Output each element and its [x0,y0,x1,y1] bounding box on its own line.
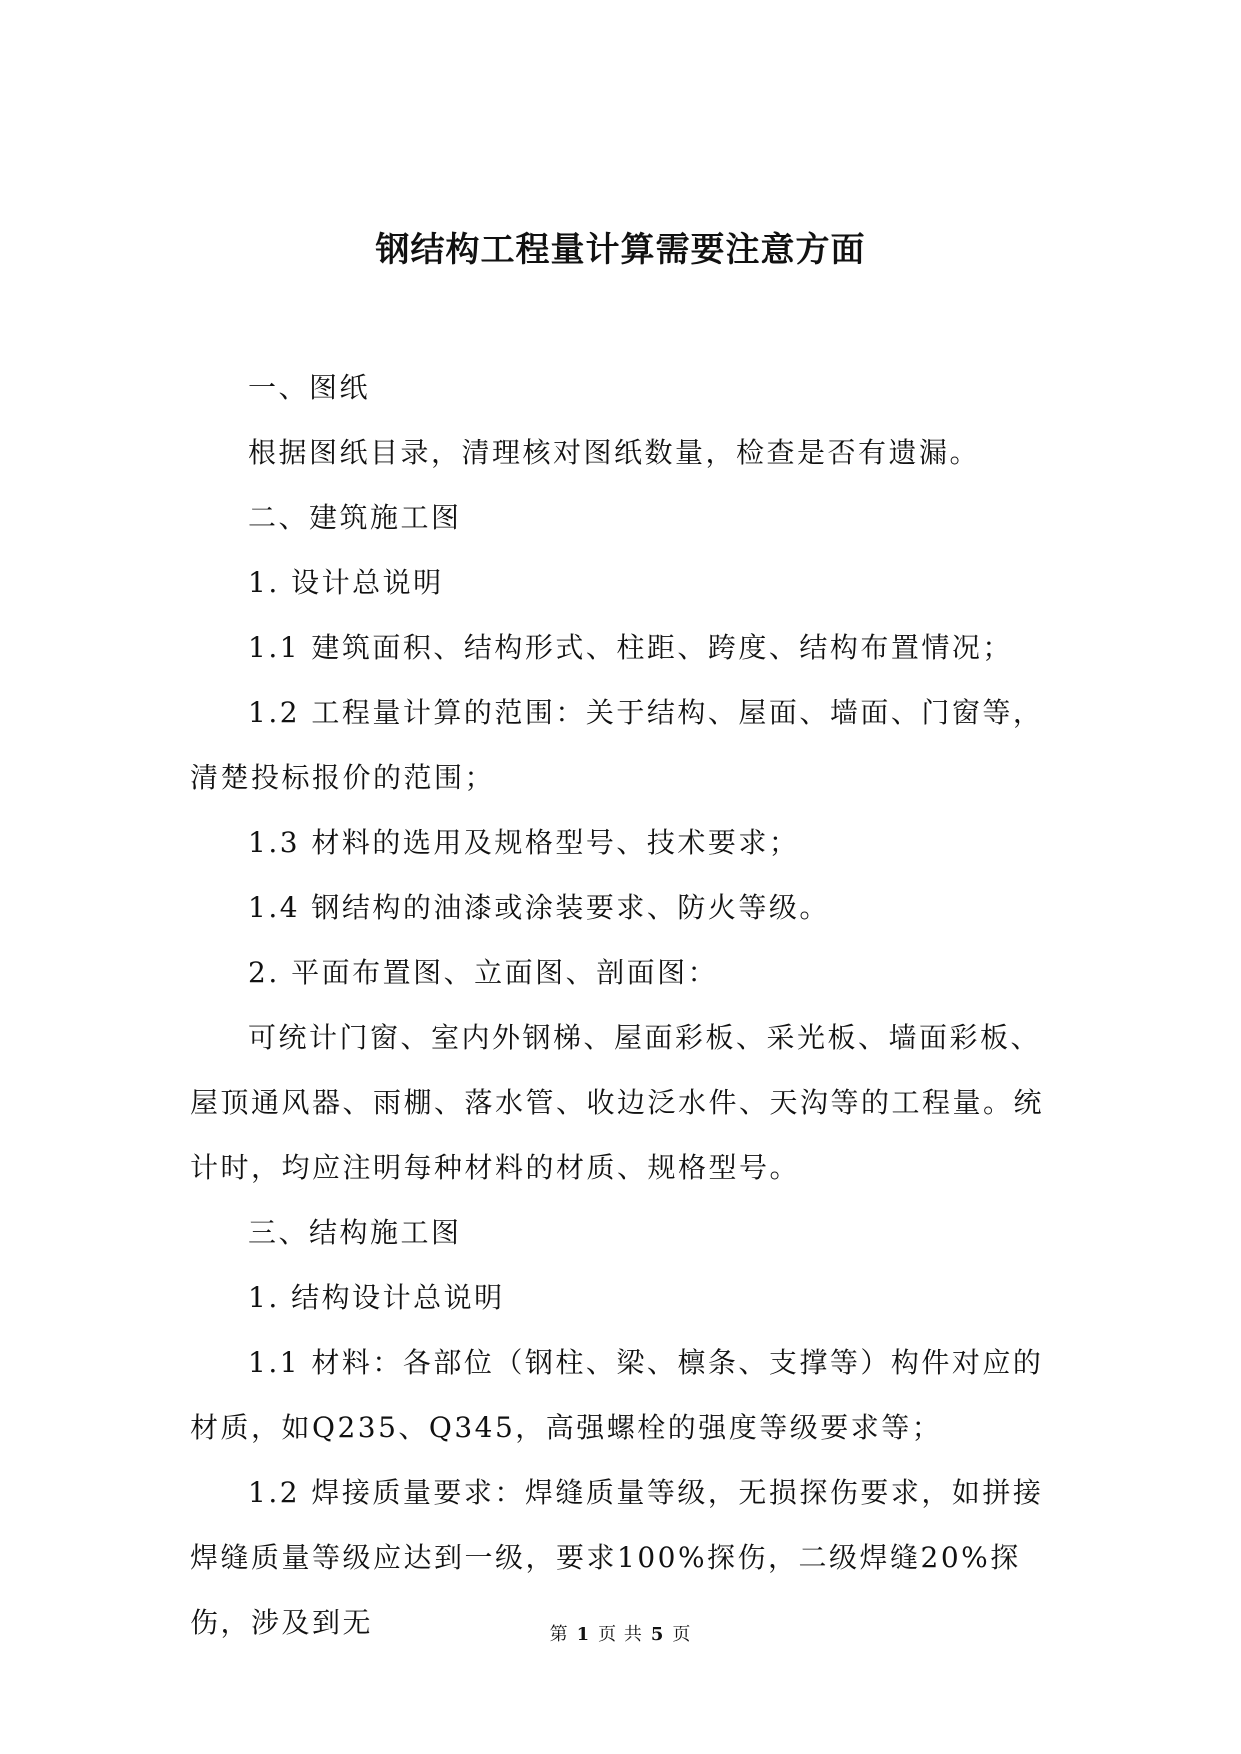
document-title: 钢结构工程量计算需要注意方面 [375,230,866,270]
page-footer [0,1620,1241,1646]
paragraph: 可统计门窗、室内外钢梯、屋面彩板、采光板、墙面彩板、屋顶通风器、雨棚、落水管、收边泛水件、天沟等的工程量。统计时，均应注明每种材料的材质、规格型号。 [190,1021,1045,1184]
footer-total-pages: 5 [650,1624,665,1645]
list-item: 1.1 建筑面积、结构形式、柱距、跨度、结构布置情况； [248,631,1013,664]
subheading: 2. 平面布置图、立面图、剖面图： [248,956,719,989]
list-item: 1.4 钢结构的油漆或涂装要求、防火等级。 [248,891,830,924]
list-item: 1.2 工程量计算的范围：关于结构、屋面、墙面、门窗等，清楚投标报价的范围； [190,696,1044,794]
paragraph: 根据图纸目录，清理核对图纸数量，检查是否有遗漏。 [248,436,981,469]
footer-middle: 页 共 [598,1624,643,1645]
section-heading-drawings: 一、图纸 [248,371,371,404]
subheading: 1. 设计总说明 [248,566,444,599]
footer-prefix: 第 [549,1624,569,1645]
section-heading-structural: 三、结构施工图 [248,1216,462,1249]
document-body [190,355,1060,1655]
section-heading-architectural: 二、建筑施工图 [248,501,462,534]
footer-page-number: 1 [576,1624,591,1645]
list-item: 1.3 材料的选用及规格型号、技术要求； [248,826,800,859]
subheading: 1. 结构设计总说明 [248,1281,505,1314]
footer-suffix: 页 [672,1624,692,1645]
list-item: 1.2 焊接质量要求：焊缝质量等级，无损探伤要求，如拼接焊缝质量等级应达到一级，要求100%探伤，二级焊缝20%探伤，涉及到无 [190,1476,1044,1639]
list-item: 1.1 材料：各部位（钢柱、梁、檩条、支撑等）构件对应的材质，如Q235、Q345，高强螺栓的强度等级要求等； [190,1346,1044,1444]
